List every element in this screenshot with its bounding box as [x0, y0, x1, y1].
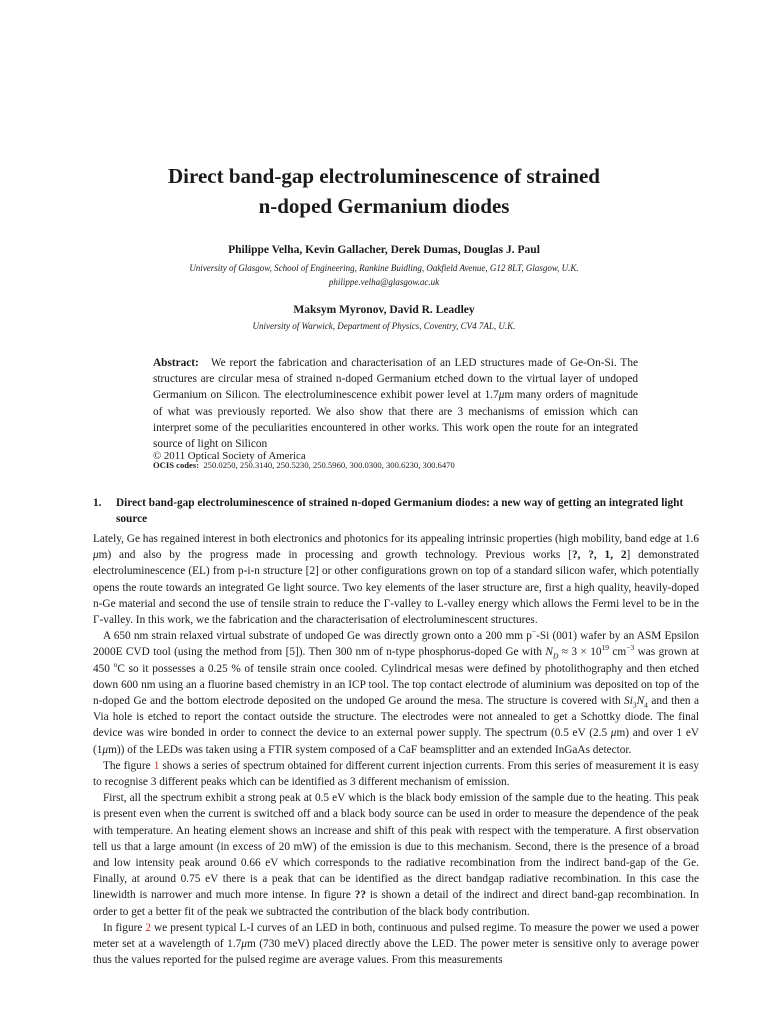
p1-text-b: m) and also by the progress made in processing and growth technology. Previous works [	[98, 549, 572, 562]
p2-si: Si	[624, 695, 633, 708]
p4-text-b: is shown a detail of the indirect and direct band-gap recombination. In order to get a better fit of the peak we subtracted the contribution of the black body contribution.	[93, 889, 699, 918]
affiliation-glasgow: University of Glasgow, School of Engineering, Rankine Buidling, Oakfield Avenue, G12 8LT, Glasgow, U.K.	[189, 263, 579, 273]
p3-text-a: The figure	[103, 759, 154, 772]
p1-citations: ?, ?, 1, 2	[571, 549, 627, 562]
paragraph-5	[93, 920, 699, 969]
figure-1-link[interactable]: 1	[153, 759, 160, 772]
mu-symbol: μ	[498, 389, 505, 402]
ocis-values: 250.0250, 250.3140, 250.5230, 250.5960, 300.0300, 300.6230, 300.6470	[203, 460, 455, 470]
p2-expm3: −3	[626, 643, 635, 653]
paragraph-4	[93, 790, 699, 920]
authors-glasgow: Philippe Velha, Kevin Gallacher, Derek Dumas, Douglas J. Paul	[228, 244, 540, 256]
p5-text-b: we present typical L-I curves of an LED in both, continuous and pulsed regime. To measure the power we used a power meter set at a wavelength of 1.7	[93, 921, 699, 951]
p2-text-b: -Si (001) wafer by an ASM Epsilon 2000E CVD tool (using the method from [5]). Then 300 nm of n-type phosphorus-doped Ge with	[93, 630, 699, 659]
paragraph-3	[93, 758, 699, 790]
p2-text-a: A 650 nm strain relaxed virtual substrate of undoped Ge was directly grown onto a 200 mm p	[103, 630, 532, 643]
p2-n-sub: 4	[644, 700, 648, 710]
p4-text-a: First, all the spectrum exhibit a strong peak at 0.5 eV which is the black body emission of the sample due to the heating. This peak is present even when the current is switched off and a black body source can be used in order to measure the dependence of the peak with temperature. An heating element shows an increase and shift of this peak with respect with the temperature. A first observation tell us that a large amount (in excess of 20 mW) of the emission is due to this mechanism. Second, there is the presence of a broad and low intensity peak around 0.66 eV which corresponds to the radiative recombination from the indirect band-gap of the Ge. Finally, at around 0.75 eV there is a peak that can be identified as the direct bandgap radiative recombination. In this case the linewidth is narrower and much more intense. In figure	[93, 792, 699, 902]
title-line-1: Direct band-gap electroluminescence of strained	[168, 164, 600, 188]
p2-deg: o	[113, 659, 118, 669]
p2-text-f: C so it possesses a 0.25 % of tensile strain once cooled. Cylindrical mesas were defined by photolithography and then etched down 600 nm using an a fluorine based chemistry in an ICP tool. The top contact electrode of aluminium was deposited on top of the n-doped Ge and the bottom electrode deposited on the undoped Ge around the mesa. The structure is covered with	[93, 662, 699, 708]
title-line-2: n-doped Germanium diodes	[258, 194, 510, 218]
paragraph-1	[93, 531, 699, 628]
figure-unresolved-ref: ??	[354, 889, 367, 902]
p2-pminus: −	[531, 627, 537, 637]
p1-text-a: Lately, Ge has regained interest in both electronics and photonics for its appealing intrinsic properties (high mobility, band edge at 1.6	[93, 533, 699, 545]
author-email: philippe.velha@glasgow.ac.uk	[328, 277, 440, 287]
body-text	[93, 531, 699, 968]
p2-text-h: m) and over 1 eV (1	[93, 727, 699, 756]
p1-text-c: ] demonstrated electroluminescence (EL) from p-i-n structure [2] or other configurations grown on top of a standard silicon wafer, which potentially opens the route towards an integrated Ge light source. Two key elements of the laser structure are, first a high quality, heavily-doped n-Ge material and second the use of tensile strain to reduce the Γ-valley to L-valley energy which allows the Fermi level to be in the Γ-valley. In this work, we the fabrication and the characterisation of electroluminescent structures.	[93, 549, 699, 627]
abstract-text-2: m many orders of magnitude of what was previously reported. We also show that there are 3 mechanisms of emission which can interpret some of the peculiarities encountered in other works. This work open the route for an integrated source of light on Silicon	[153, 389, 638, 451]
p2-text-d: cm	[609, 646, 627, 659]
p2-exp19: 19	[601, 643, 609, 653]
affiliation-warwick: University of Warwick, Department of Physics, Coventry, CV4 7AL, U.K.	[252, 321, 516, 331]
copyright-line: © 2011 Optical Society of America	[153, 450, 306, 462]
p1-mu: μ	[93, 549, 99, 562]
figure-2-link[interactable]: 2	[145, 921, 152, 934]
paragraph-2	[93, 628, 699, 758]
paper-title	[84, 161, 684, 221]
p2-nd: N	[545, 646, 553, 659]
p2-n: N	[636, 695, 645, 708]
p3-text-b: shows a series of spectrum obtained for different current injection currents. From this series of measurement it is easy to recognise 3 different peaks which can be identified as 3 different mechanism of emission.	[93, 759, 699, 789]
p5-mu: μ	[241, 938, 247, 951]
authors-warwick: Maksym Myronov, David R. Leadley	[293, 304, 475, 316]
ocis-codes	[153, 460, 455, 471]
p2-si-sub: 3	[632, 700, 637, 710]
p2-text-e: was grown at 450	[93, 646, 699, 675]
p2-nd-sub: D	[552, 651, 559, 661]
abstract-text-1: We report the fabrication and characterisation of an LED structures made of Ge-On-Si. The structures are circular mesa of strained n-doped Germanium etched down to the virtual layer of undoped Germanium on Silicon. The electroluminescence exhibit power level at 1.7	[153, 357, 638, 402]
section-title: Direct band-gap electroluminescence of strained n-doped Germanium diodes: a new way of getting an integrated light source	[116, 497, 684, 525]
section-heading	[93, 495, 699, 527]
abstract	[153, 355, 638, 452]
p5-text-a: In figure	[103, 921, 146, 934]
p2-text-g: and then a Via hole is etched to report the contact outside the structure. The electrodes were not annealed to get a Schottky diode. The final device was wire bonded in order to connect the device to an external power supply. The spectrum (0.5 eV (2.5	[93, 695, 699, 740]
p5-text-c: m (730 meV) placed directly above the LED. The power meter is sensitive only to average power thus the values reported for the pulsed regime are average values. From this measurements	[93, 938, 699, 967]
p2-mu2: μ	[102, 743, 109, 756]
section-number: 1.	[93, 497, 102, 509]
abstract-label: Abstract:	[153, 357, 199, 369]
ocis-label: OCIS codes:	[153, 460, 200, 470]
p2-mu1: μ	[610, 727, 617, 740]
p2-text-c: ≈ 3 × 10	[558, 646, 602, 659]
p2-text-i: m)) of the LEDs was taken using a FTIR system composed of a CaF beamsplitter and an extended InGaAs detector.	[108, 743, 632, 756]
